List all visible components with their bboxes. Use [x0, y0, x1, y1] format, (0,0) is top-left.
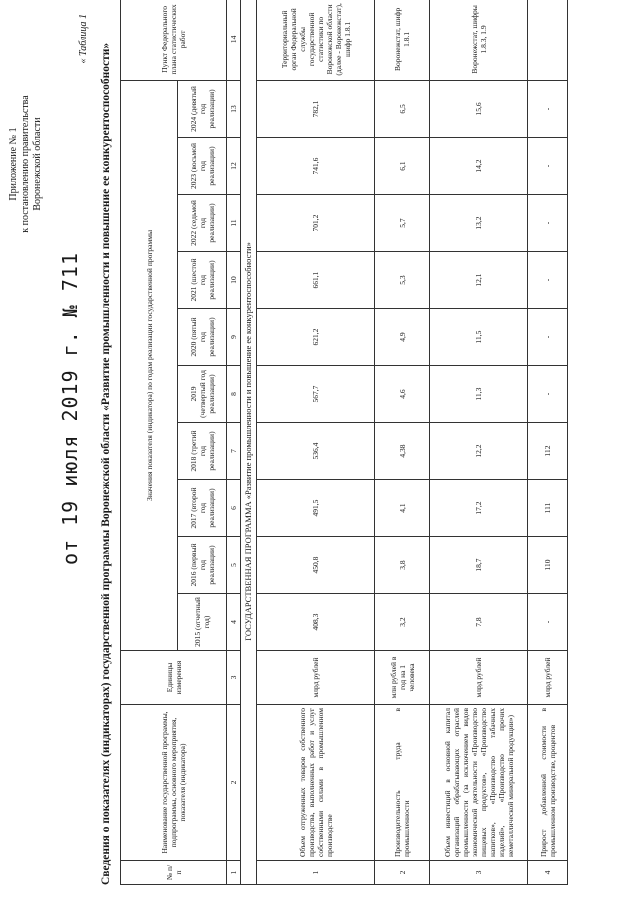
- col-number: 2: [227, 705, 241, 861]
- header-name: Наименование государственной программы, подпрограммы, основного мероприятия, показателя (индикатора): [121, 705, 227, 861]
- row-indicator-name: Прирост добавленной стоимости в промышленном производстве, процентов: [528, 705, 568, 861]
- header-year: 2022 (седьмой год реализации): [178, 195, 227, 252]
- row-value: 18,7: [430, 537, 528, 594]
- row-value: 536,4: [257, 423, 375, 480]
- col-number: 5: [227, 537, 241, 594]
- col-number: 11: [227, 195, 241, 252]
- document-date: от 19 июля 2019 г. № 711: [58, 252, 82, 565]
- row-value: 112: [528, 423, 568, 480]
- header-unit: Единицы измерения: [121, 651, 227, 705]
- row-value: -: [528, 80, 568, 137]
- row-value: -: [528, 138, 568, 195]
- col-number: 13: [227, 80, 241, 137]
- header-year: 2016 (первый год реализации): [178, 537, 227, 594]
- row-value: -: [528, 309, 568, 366]
- appendix-line-3: Воронежской области: [32, 117, 43, 211]
- table-label: « Таблица 1: [78, 14, 89, 64]
- col-number: 9: [227, 309, 241, 366]
- header-year: 2017 (второй год реализации): [178, 480, 227, 537]
- col-number: 8: [227, 366, 241, 423]
- row-value: 110: [528, 537, 568, 594]
- row-value: 408,3: [257, 594, 375, 651]
- row-unit: млрд рублей: [430, 651, 528, 705]
- row-value: 5,7: [375, 195, 430, 252]
- row-value: 6,1: [375, 138, 430, 195]
- column-numbers-row: [227, 0, 241, 885]
- row-value: -: [528, 252, 568, 309]
- table-row: [257, 0, 375, 885]
- row-unit: млн рублей в год на 1 человека: [375, 651, 430, 705]
- row-value: 7,8: [430, 594, 528, 651]
- header-year: 2024 (девятый год реализации): [178, 80, 227, 137]
- row-value: 5,3: [375, 252, 430, 309]
- table-row: [430, 0, 528, 885]
- row-source: Воронежстат, шифр 1.8.1: [375, 0, 430, 80]
- row-value: 17,2: [430, 480, 528, 537]
- row-value: 12,2: [430, 423, 528, 480]
- row-value: 491,5: [257, 480, 375, 537]
- indicators-table: [120, 0, 568, 885]
- row-num: 1: [257, 861, 375, 885]
- table-row: [528, 0, 568, 885]
- row-num: 3: [430, 861, 528, 885]
- header-num: № п/п: [121, 861, 227, 885]
- header-year: 2021 (шестой год реализации): [178, 252, 227, 309]
- row-value: 11,5: [430, 309, 528, 366]
- row-value: 15,6: [430, 80, 528, 137]
- col-number: 1: [227, 861, 241, 885]
- appendix-line-1: Приложение № 1: [8, 127, 19, 201]
- col-number: 6: [227, 480, 241, 537]
- row-num: 2: [375, 861, 430, 885]
- row-value: 4,6: [375, 366, 430, 423]
- row-value: 567,7: [257, 366, 375, 423]
- col-number: 3: [227, 651, 241, 705]
- row-value: 3,8: [375, 537, 430, 594]
- row-num: 4: [528, 861, 568, 885]
- row-value: 14,2: [430, 138, 528, 195]
- header-values-group: Значения показателя (индикатора) по годам реализации государственной программы: [121, 80, 178, 650]
- col-number: 10: [227, 252, 241, 309]
- row-indicator-name: Производительность труда в промышленности: [375, 705, 430, 861]
- col-number: 7: [227, 423, 241, 480]
- document-title: Сведения о показателях (индикаторах) государственной программы Воронежской области «Развитие промышленности и повышение ее конкурентоспособности»: [100, 42, 112, 885]
- row-value: 111: [528, 480, 568, 537]
- row-value: 3,2: [375, 594, 430, 651]
- row-value: 741,6: [257, 138, 375, 195]
- row-indicator-name: Объем отгруженных товаров собственного производства, выполненных работ и услуг собственными силами в промышленном производстве: [257, 705, 375, 861]
- col-number: 14: [227, 0, 241, 80]
- section-row: [241, 0, 257, 885]
- header-year: 2023 (восьмой год реализации): [178, 138, 227, 195]
- row-value: 701,2: [257, 195, 375, 252]
- appendix-header: [8, 14, 44, 314]
- header-year: 2018 (третий год реализации): [178, 423, 227, 480]
- header-year: 2015 (отчетный год): [178, 594, 227, 651]
- row-value: -: [528, 366, 568, 423]
- row-value: -: [528, 195, 568, 252]
- header-row: [121, 0, 178, 885]
- appendix-line-2: к постановлению правительства: [20, 95, 31, 233]
- row-value: 4,9: [375, 309, 430, 366]
- row-value: 11,3: [430, 366, 528, 423]
- row-value: 621,2: [257, 309, 375, 366]
- row-source: Воронежстат, шифры 1.8.3, 1.9: [430, 0, 528, 80]
- col-number: 4: [227, 594, 241, 651]
- row-value: 4,1: [375, 480, 430, 537]
- row-value: 782,1: [257, 80, 375, 137]
- row-source: [528, 0, 568, 80]
- header-source: Пункт Федерального плана статистических работ: [121, 0, 227, 80]
- section-title: ГОСУДАРСТВЕННАЯ ПРОГРАММА «Развитие промышленности и повышение ее конкурентоспособности»: [241, 0, 257, 885]
- row-value: 6,5: [375, 80, 430, 137]
- row-value: 661,1: [257, 252, 375, 309]
- row-value: 4,38: [375, 423, 430, 480]
- row-unit: млрд рублей: [528, 651, 568, 705]
- header-year: 2020 (пятый год реализации): [178, 309, 227, 366]
- row-value: -: [528, 594, 568, 651]
- row-indicator-name: Объем инвестиций в основной капитал организаций обрабатывающих отраслей промышленности (за исключением видов экономической деятельности «Производство пищевых продуктов», «Производство напитков», «Производство табачных изделий», «Производство прочих неметаллической минеральной продукции»): [430, 705, 528, 861]
- col-number: 12: [227, 138, 241, 195]
- header-year: 2019 (четвертый год реализации): [178, 366, 227, 423]
- row-value: 450,8: [257, 537, 375, 594]
- row-source: Территориальный орган Федеральной службы государственной статистики по Воронежской области (далее - Воронежстат), шифр 1.8.1: [257, 0, 375, 80]
- row-value: 13,2: [430, 195, 528, 252]
- row-value: 12,1: [430, 252, 528, 309]
- row-unit: млрд рублей: [257, 651, 375, 705]
- table-row: [375, 0, 430, 885]
